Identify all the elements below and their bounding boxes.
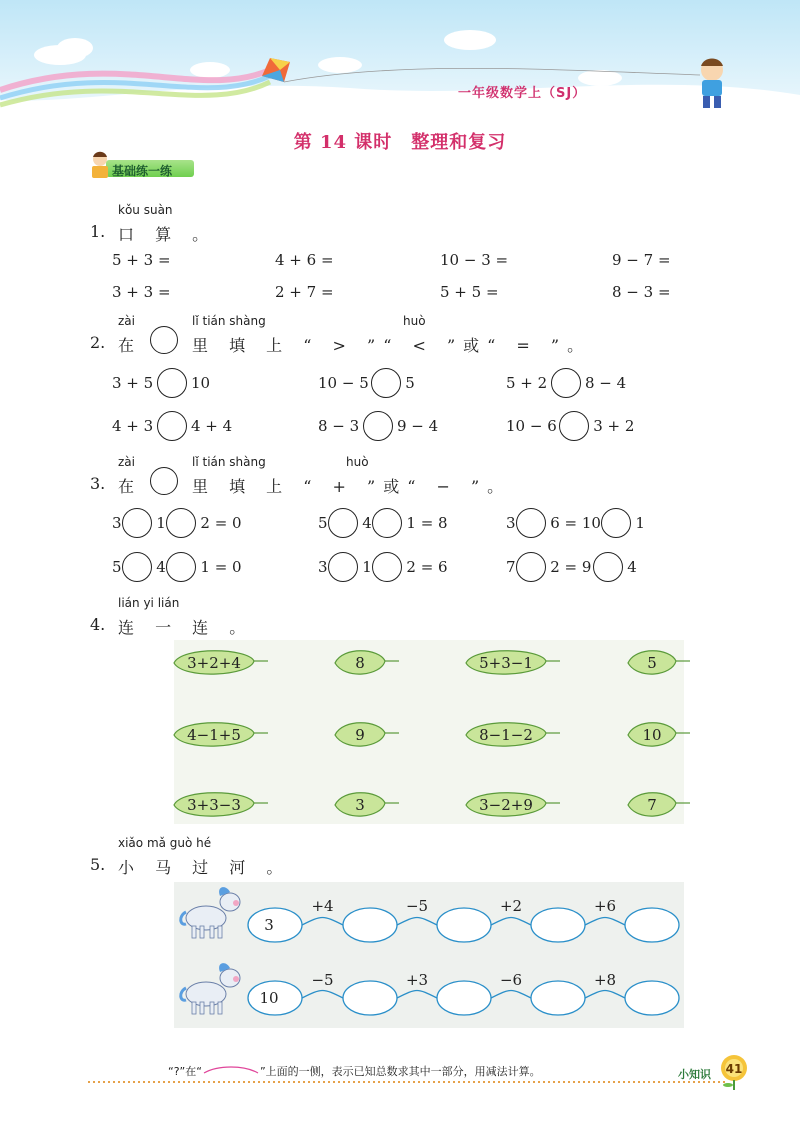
q5-number: 5. xyxy=(90,855,106,874)
leaf-label: 4−1+5 xyxy=(187,726,241,744)
horse-icon xyxy=(181,887,240,938)
q3-number: 4 xyxy=(362,514,372,532)
q1-prompt: 口 算 。 xyxy=(118,225,217,244)
q2-right-expression: 5 xyxy=(405,374,415,392)
q3-number: 4 xyxy=(156,558,166,576)
river-row-1-operation: +4 xyxy=(311,897,334,915)
q3-number: 5 xyxy=(318,514,328,532)
q4-prompt: 连 一 连 。 xyxy=(118,618,254,637)
river-row-2-answer-stone[interactable] xyxy=(531,981,585,1015)
q5-pinyin: xiǎo mǎ guò hé xyxy=(118,836,212,850)
footer-note-a: “?”在“ xyxy=(168,1065,202,1078)
q3-number: 3 xyxy=(318,558,328,576)
q2-left-expression: 8 − 3 xyxy=(318,417,360,435)
q1-pinyin: kǒu suàn xyxy=(118,203,173,217)
q3-operator-circle[interactable] xyxy=(593,552,623,582)
q2-right-expression: 9 − 4 xyxy=(397,417,439,435)
q3-number: 1 = 0 xyxy=(200,558,242,576)
badge-label: 基础练一练 xyxy=(112,164,173,178)
page-number: 41 xyxy=(725,1062,743,1076)
q4-number: 4. xyxy=(90,615,106,634)
river-arc xyxy=(397,918,437,926)
river-row-1-answer-stone[interactable] xyxy=(531,908,585,942)
river-row-1-operation: +6 xyxy=(593,897,617,915)
river-row-2-operation: −5 xyxy=(311,971,334,989)
q1-expression: 2 + 7 = xyxy=(275,283,334,301)
footer-note xyxy=(168,1063,541,1079)
river-row-1-start-value: 3 xyxy=(264,916,274,934)
leaf-label: 3 xyxy=(355,796,365,814)
q3-operator-circle[interactable] xyxy=(516,508,546,538)
q3-operator-circle[interactable] xyxy=(516,552,546,582)
q1-expression: 5 + 5 = xyxy=(440,283,499,301)
q2-right-expression: 8 − 4 xyxy=(585,374,627,392)
q1-expression: 10 − 3 = xyxy=(440,251,509,269)
river-arc xyxy=(397,991,437,999)
river-arc xyxy=(302,918,343,926)
river-row-2-operation: +8 xyxy=(593,971,617,989)
river-row-1-operation: −5 xyxy=(405,897,429,915)
q2-left-expression: 5 + 2 xyxy=(506,374,548,392)
q1-expression: 9 − 7 = xyxy=(612,251,671,269)
q2-prompt-a: 在 xyxy=(118,336,143,355)
leaf-label: 7 xyxy=(647,796,657,814)
river-row-2-start-value: 10 xyxy=(259,989,279,1007)
q2-pinyin-3: huò xyxy=(403,314,426,328)
q2-prompt-b: 里 填 上 “ > ”“ < ”或“ = ”。 xyxy=(192,336,592,355)
q1-number: 1. xyxy=(90,222,106,241)
q3-number: 3. xyxy=(90,474,106,493)
leaf-label: 3+2+4 xyxy=(187,654,241,672)
river-row-2-operation: −6 xyxy=(499,971,523,989)
q3-number: 7 xyxy=(506,558,516,576)
q3-pinyin-2: lǐ tián shàng xyxy=(192,455,266,469)
footer-note-b: ”上面的一侧，表示已知总数求其中一部分，用减法计算。 xyxy=(259,1065,541,1078)
q2-pinyin-1: zài xyxy=(118,314,135,328)
q3-operator-circle[interactable] xyxy=(328,508,358,538)
q3-pinyin-1: zài xyxy=(118,455,135,469)
horse-icon xyxy=(181,963,240,1014)
q2-number: 2. xyxy=(90,333,106,352)
river-row-1-answer-stone[interactable] xyxy=(625,908,679,942)
river-arc xyxy=(491,918,531,926)
river-arc xyxy=(585,918,625,926)
river-row-2-operation: +3 xyxy=(405,971,429,989)
q2-left-expression: 4 + 3 xyxy=(112,417,154,435)
q2-answer-circle[interactable] xyxy=(157,368,187,398)
leaf-label: 3−2+9 xyxy=(479,796,533,814)
tip-label: 小知识 xyxy=(678,1068,711,1081)
q2-left-expression: 10 − 6 xyxy=(506,417,557,435)
q3-number: 1 xyxy=(635,514,645,532)
q1-expression: 4 + 6 = xyxy=(275,251,334,269)
q2-answer-circle[interactable] xyxy=(559,411,589,441)
leaf-label: 5 xyxy=(647,654,657,672)
q2-answer-circle[interactable] xyxy=(157,411,187,441)
river-arc xyxy=(585,991,625,999)
leaf-label: 3+3−3 xyxy=(187,796,241,814)
river-row-1-start-stone xyxy=(248,908,302,942)
q3-number: 1 = 8 xyxy=(406,514,448,532)
leaf-label: 9 xyxy=(355,726,365,744)
q3-number: 6 = 10 xyxy=(550,514,601,532)
q3-operator-circle[interactable] xyxy=(122,552,152,582)
q2-right-expression: 3 + 2 xyxy=(593,417,635,435)
river-arc xyxy=(302,991,343,999)
footer-dotted-line xyxy=(88,1078,728,1086)
q3-prompt-b: 里 填 上 “ + ”或“ − ”。 xyxy=(192,477,512,496)
river-row-1-answer-stone[interactable] xyxy=(343,908,397,942)
q2-left-expression: 10 − 5 xyxy=(318,374,369,392)
q3-number: 1 xyxy=(362,558,372,576)
arc-symbol-icon xyxy=(202,1065,260,1075)
river-row-1-operation: +2 xyxy=(499,897,523,915)
q3-number: 2 = 6 xyxy=(406,558,448,576)
q3-number: 2 = 0 xyxy=(200,514,242,532)
river-row-2-answer-stone[interactable] xyxy=(343,981,397,1015)
lesson-title: 第 14 课时 整理和复习 xyxy=(293,132,507,153)
q1-expression: 5 + 3 = xyxy=(112,251,171,269)
q3-operator-circle[interactable] xyxy=(328,552,358,582)
book-title: 一年级数学上（SJ） xyxy=(458,86,587,101)
river-arc xyxy=(491,991,531,999)
q2-left-expression: 3 + 5 xyxy=(112,374,154,392)
river-row-2-answer-stone[interactable] xyxy=(437,981,491,1015)
river-row-2-answer-stone[interactable] xyxy=(625,981,679,1015)
q3-number: 3 xyxy=(112,514,122,532)
leaf-label: 5+3−1 xyxy=(479,654,533,672)
q2-answer-circle[interactable] xyxy=(551,368,581,398)
q5-prompt: 小 马 过 河 。 xyxy=(118,858,291,877)
q2-answer-circle[interactable] xyxy=(371,368,401,398)
river-row-1-answer-stone[interactable] xyxy=(437,908,491,942)
leaf-label: 8−1−2 xyxy=(479,726,533,744)
q1-expression: 8 − 3 = xyxy=(612,283,671,301)
q3-number: 3 xyxy=(506,514,516,532)
q3-number: 1 xyxy=(156,514,166,532)
q3-number: 5 xyxy=(112,558,122,576)
leaf-label: 10 xyxy=(642,726,662,744)
q2-right-expression: 10 xyxy=(191,374,211,392)
leaf-label: 8 xyxy=(355,654,365,672)
q3-number: 4 xyxy=(627,558,637,576)
q2-right-expression: 4 + 4 xyxy=(191,417,233,435)
q3-operator-circle[interactable] xyxy=(122,508,152,538)
q2-pinyin-2: lǐ tián shàng xyxy=(192,314,266,328)
q3-pinyin-3: huò xyxy=(346,455,369,469)
q3-number: 2 = 9 xyxy=(550,558,592,576)
q1-expression: 3 + 3 = xyxy=(112,283,171,301)
q4-pinyin: lián yi lián xyxy=(118,596,180,610)
q2-answer-circle[interactable] xyxy=(363,411,393,441)
q3-prompt-a: 在 xyxy=(118,477,143,496)
